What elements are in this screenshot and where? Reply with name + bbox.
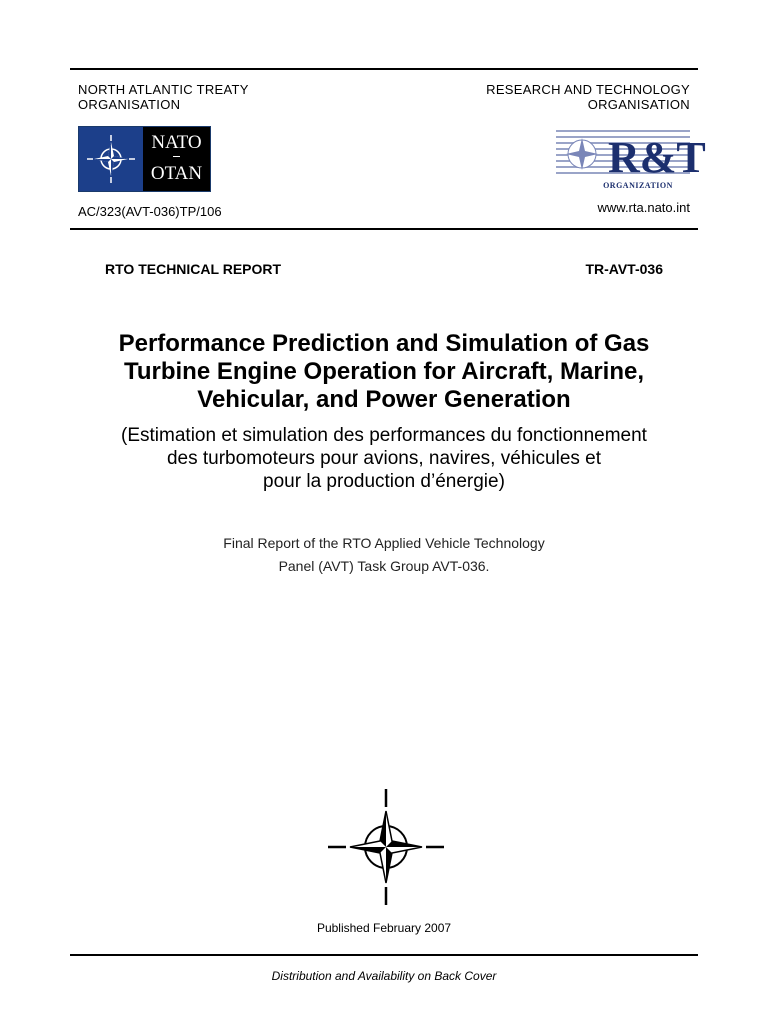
- publication-date: Published February 2007: [316, 921, 452, 935]
- wordmark-separator: [173, 156, 180, 157]
- final-report-line1: Final Report of the RTO Applied Vehicle Technology: [223, 535, 545, 551]
- rt-emblem: [556, 126, 706, 182]
- nato-org-name: [78, 82, 249, 112]
- french-title-line2: des turbomoteurs pour avions, navires, véhicules et: [166, 448, 602, 469]
- website-link[interactable]: www.rta.nato.int: [597, 200, 690, 215]
- rto-org-line1: RESEARCH AND TECHNOLOGY: [486, 82, 690, 97]
- otan-word: OTAN: [150, 163, 203, 184]
- nato-word: NATO: [151, 132, 202, 153]
- title-line3: Vehicular, and Power Generation: [197, 386, 571, 413]
- nato-org-line2: ORGANISATION: [78, 97, 181, 112]
- top-rule: [70, 68, 698, 70]
- nato-flag: [79, 127, 143, 191]
- report-type: RTO TECHNICAL REPORT: [105, 261, 282, 277]
- rt-organization-logo: [556, 126, 706, 190]
- french-title: [60, 424, 708, 493]
- document-id: AC/323(AVT-036)TP/106: [78, 204, 222, 219]
- final-report-note: [60, 532, 708, 578]
- nato-compass-star-icon: [85, 133, 137, 185]
- title-line1: Performance Prediction and Simulation of Gas: [118, 330, 650, 357]
- rto-org-name: [486, 82, 690, 112]
- rto-org-line2: ORGANISATION: [587, 97, 690, 112]
- rt-logo-caption: ORGANIZATION: [603, 181, 673, 190]
- report-number: TR-AVT-036: [585, 261, 663, 277]
- title-line2: Turbine Engine Operation for Aircraft, Marine,: [123, 358, 645, 385]
- nato-org-line1: NORTH ATLANTIC TREATY: [78, 82, 249, 97]
- rt-letters: R&T: [608, 133, 706, 182]
- bottom-rule: [70, 954, 698, 956]
- final-report-line2: Panel (AVT) Task Group AVT-036.: [278, 558, 490, 574]
- nato-otan-wordmark: [143, 127, 210, 191]
- middle-rule: [70, 228, 698, 230]
- report-title: [60, 330, 708, 414]
- nato-compass-star-icon: [326, 787, 446, 907]
- french-title-line1: (Estimation et simulation des performances du fonctionnement: [121, 425, 647, 446]
- french-title-line3: pour la production d’énergie): [263, 471, 505, 492]
- distribution-note: Distribution and Availability on Back Cover: [271, 969, 497, 983]
- nato-otan-logo: [78, 126, 211, 192]
